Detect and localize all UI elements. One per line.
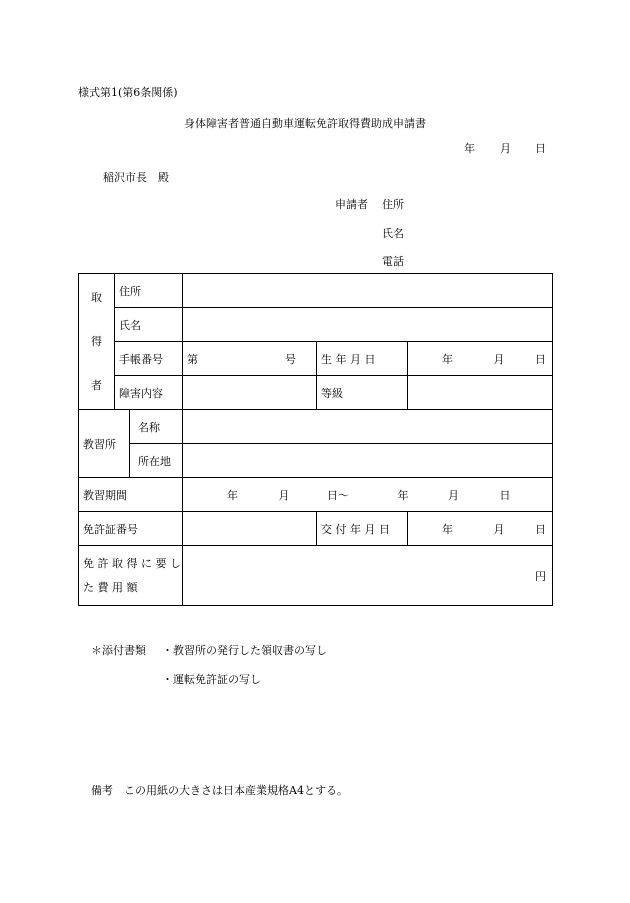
disability-field[interactable] (183, 376, 317, 410)
day-label: 日 (499, 488, 511, 502)
note: 備考 この用紙の大きさは日本産業規格A4とする。 (91, 784, 348, 797)
acquirer-label-cell (79, 274, 115, 410)
cost-label-line2: た 費 用 額 (83, 580, 138, 594)
address-label: 住所 (115, 274, 183, 308)
year-label: 年 (397, 488, 409, 502)
table-row (79, 274, 553, 308)
month-label: 月 (493, 522, 505, 536)
application-table (78, 273, 553, 606)
go-label: 号 (285, 352, 296, 366)
acquirer-char: 取 (91, 290, 102, 304)
form-number: 様式第1(第6条関係) (78, 86, 178, 99)
cost-label-line1: 免 許 取 得 に 要 し (83, 556, 181, 570)
applicant-name-label: 氏名 (382, 227, 404, 240)
day-label: 日 (535, 522, 546, 536)
date-year: 年 (464, 142, 475, 155)
month-label: 月 (493, 352, 505, 366)
applicant-label: 申請者 (335, 198, 368, 211)
cost-label (79, 546, 183, 606)
acquirer-char: 得 (91, 334, 102, 348)
name-field[interactable] (183, 308, 553, 342)
issue-date-label: 交 付 年 月 日 (317, 512, 408, 546)
issue-date-field[interactable] (408, 512, 553, 546)
address-field[interactable] (183, 274, 553, 308)
year-label: 年 (227, 488, 238, 502)
birth-date-label: 生 年 月 日 (317, 342, 408, 376)
grade-label: 等級 (317, 376, 408, 410)
table-row (79, 478, 553, 512)
applicant-address-label: 住所 (382, 198, 404, 211)
school-location-label: 所在地 (130, 444, 183, 478)
attachment-item: ・教習所の発行した領収書の写し (162, 644, 327, 657)
date-month: 月 (500, 142, 511, 155)
acquirer-char: 者 (91, 378, 102, 392)
addressee: 稲沢市長 殿 (103, 171, 169, 184)
license-no-field[interactable] (183, 512, 317, 546)
period-field[interactable] (183, 478, 553, 512)
attachments-label: ＊添付書類 (91, 644, 146, 657)
yen-label: 円 (535, 569, 546, 583)
period-from-to: 日～ (327, 488, 349, 502)
month-label: 月 (278, 488, 290, 502)
school-name-field[interactable] (183, 410, 553, 444)
handbook-no-label: 手帳番号 (115, 342, 183, 376)
cost-field[interactable] (183, 546, 553, 606)
grade-field[interactable] (408, 376, 553, 410)
date-day: 日 (535, 142, 546, 155)
table-row (79, 342, 553, 376)
birth-date-field[interactable] (408, 342, 553, 376)
table-row (79, 444, 553, 478)
day-label: 日 (535, 352, 546, 366)
applicant-phone-label: 電話 (382, 255, 404, 268)
disability-label: 障害内容 (115, 376, 183, 410)
year-label: 年 (442, 352, 453, 366)
table-row (79, 512, 553, 546)
month-label: 月 (448, 488, 459, 502)
table-row (79, 308, 553, 342)
period-label: 教習期間 (79, 478, 183, 512)
name-label: 氏名 (115, 308, 183, 342)
school-label: 教習所 (79, 410, 130, 478)
table-row (79, 376, 553, 410)
handbook-no-field[interactable] (183, 342, 317, 376)
table-row (79, 546, 553, 606)
attachment-item: ・運転免許証の写し (162, 673, 261, 686)
school-location-field[interactable] (183, 444, 553, 478)
page-title: 身体障害者普通自動車運転免許取得費助成申請書 (184, 117, 426, 130)
dai-label: 第 (187, 352, 198, 366)
school-name-label: 名称 (130, 410, 183, 444)
year-label: 年 (442, 522, 453, 536)
table-row (79, 410, 553, 444)
license-no-label: 免許証番号 (79, 512, 183, 546)
